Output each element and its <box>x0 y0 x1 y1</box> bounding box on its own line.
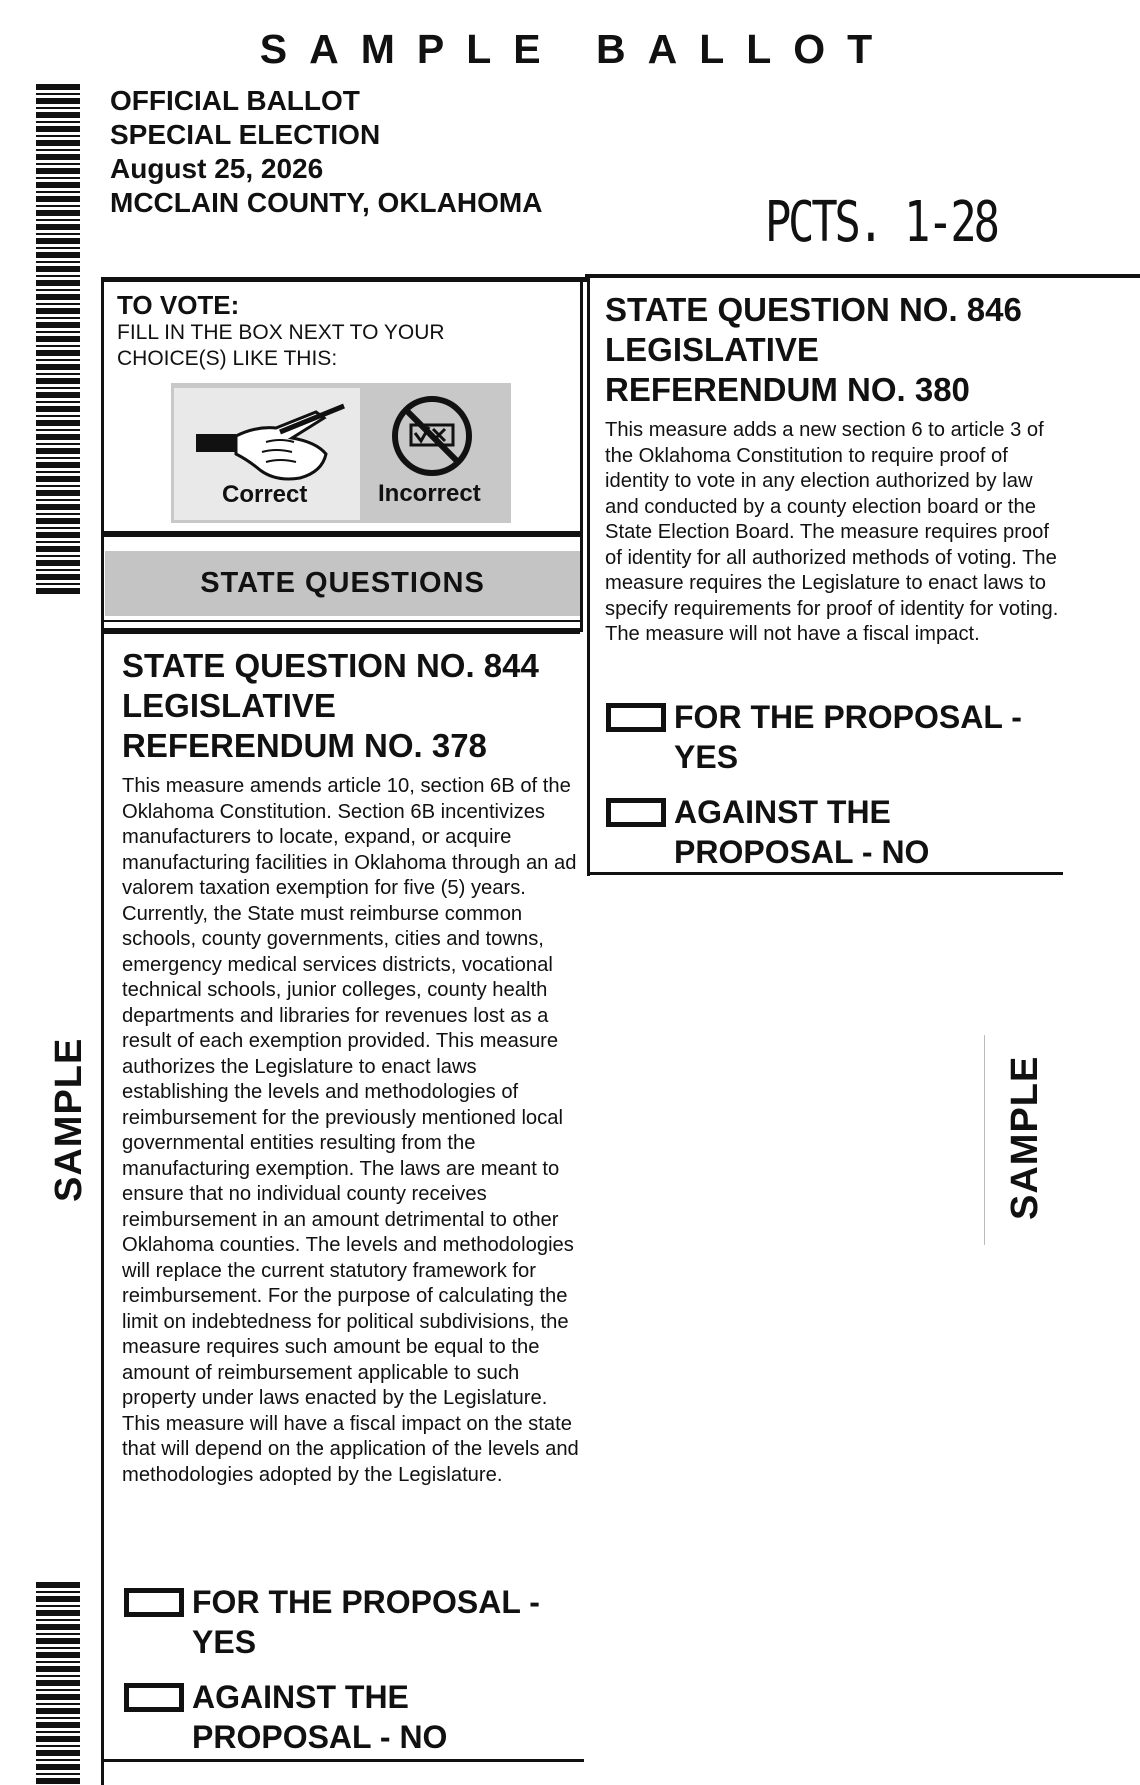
header-line-election: SPECIAL ELECTION <box>110 119 381 150</box>
question-title-line-2: LEGISLATIVE <box>122 687 336 724</box>
sample-watermark-right: SAMPLE <box>1004 1055 1046 1220</box>
question-description: This measure adds a new section 6 to article 3 of the Oklahoma Constitution to require proof of identity to vote in any election authorized by law and conducted by a county election board or the State Election Board. The measure requires proof of identity for all authorized methods of voting. The measure requires the Legislature to enact laws to specify requirements for proof of identity for voting. The measure will not have a fiscal impact. <box>605 419 1059 645</box>
correct-label: Correct <box>222 481 308 508</box>
question-846-options <box>606 697 1061 872</box>
option-for-label <box>674 697 1022 777</box>
question-844-options <box>124 1582 584 1757</box>
option-for-line-2: YES <box>674 739 739 775</box>
option-for-line-2: YES <box>192 1624 257 1660</box>
left-column-top-rule <box>101 277 587 282</box>
option-for-proposal[interactable] <box>606 697 1061 777</box>
option-for-line-1: FOR THE PROPOSAL - <box>674 699 1022 735</box>
instructions-text <box>117 320 445 372</box>
question-844 <box>122 646 586 1488</box>
question-title-line-1: STATE QUESTION NO. 846 <box>605 291 1022 328</box>
question-title-line-2: LEGISLATIVE <box>605 331 819 368</box>
sample-watermark-left: SAMPLE <box>48 1037 90 1202</box>
header-line-county: MCCLAIN COUNTY, OKLAHOMA <box>110 187 543 218</box>
option-against-proposal[interactable] <box>124 1677 584 1757</box>
vote-box-no[interactable] <box>606 798 666 827</box>
question-846 <box>605 290 1060 648</box>
state-questions-header: STATE QUESTIONS <box>105 551 580 616</box>
precincts-label: PCTS. 1-28 <box>765 190 997 255</box>
right-margin-rule <box>984 1035 985 1245</box>
instructions-line-1: FILL IN THE BOX NEXT TO YOUR <box>117 321 445 344</box>
right-column-top-rule <box>585 274 1140 278</box>
ballot-header <box>110 84 542 220</box>
section-rule-thick <box>104 628 580 634</box>
instructions-heading: TO VOTE: <box>117 290 240 320</box>
option-against-proposal[interactable] <box>606 792 1061 872</box>
option-for-line-1: FOR THE PROPOSAL - <box>192 1584 540 1620</box>
section-rule-thin <box>104 620 580 622</box>
vote-box-yes[interactable] <box>124 1588 184 1617</box>
option-against-line-2: PROPOSAL - NO <box>674 834 930 870</box>
center-divider-upper <box>580 277 583 632</box>
option-against-line-1: AGAINST THE <box>674 794 891 830</box>
vote-box-yes[interactable] <box>606 703 666 732</box>
option-against-line-2: PROPOSAL - NO <box>192 1719 448 1755</box>
incorrect-mark-icon <box>389 393 475 479</box>
instructions-bottom-rule <box>104 531 580 537</box>
question-description: This measure amends article 10, section 6B of the Oklahoma Constitution. Section 6B incentivizes manufacturers to locate, expand, or acquire manufacturing facilities in Oklahoma through an ad valorem taxation exemption for five (5) years. Currently, the State must reimburse common schools, county governments, cities and towns, emergency medical services districts, vocational technical schools, junior colleges, county health departments and libraries for revenues lost as a result of each exemption provided. This measure authorizes the Legislature to enact laws establishing the levels and methodologies of reimbursement for the previously mentioned local governmental entities resulting from the manufacturing exemption. The laws are meant to ensure that no individual county receives reimbursement in an amount detrimental to other Oklahoma counties. The levels and methodologies will replace the current statutory framework for reimbursement. For the purpose of calculating the limit on indebtedness for political subdivisions, the measure requires such amount be equal to the amount of reimbursement applicable to such property under laws enacted by the Legislature. This measure will have a fiscal impact on the state that will depend on the application of the levels and methodologies adopted by the Legislature. <box>122 775 579 1486</box>
option-for-label <box>192 1582 540 1662</box>
header-line-official: OFFICIAL BALLOT <box>110 85 360 116</box>
question-title-line-3: REFERENDUM NO. 380 <box>605 371 970 408</box>
ballot-title: SAMPLE BALLOT <box>259 26 895 72</box>
option-against-label <box>674 792 929 872</box>
option-for-proposal[interactable] <box>124 1582 584 1662</box>
question-title-line-3: REFERENDUM NO. 378 <box>122 727 487 764</box>
vote-box-no[interactable] <box>124 1683 184 1712</box>
right-column-border <box>587 276 590 876</box>
option-against-line-1: AGAINST THE <box>192 1679 409 1715</box>
pen-hand-icon <box>196 398 350 486</box>
question-844-bottom-rule <box>104 1759 584 1762</box>
left-column-border <box>101 277 104 1785</box>
option-against-label <box>192 1677 447 1757</box>
barcode-bottom <box>36 1582 80 1785</box>
instructions-line-2: CHOICE(S) LIKE THIS: <box>117 347 338 370</box>
right-column-bottom-rule <box>587 872 1063 875</box>
barcode-top <box>36 84 80 596</box>
header-line-date: August 25, 2026 <box>110 153 324 184</box>
incorrect-label: Incorrect <box>378 480 481 507</box>
question-title-line-1: STATE QUESTION NO. 844 <box>122 647 539 684</box>
